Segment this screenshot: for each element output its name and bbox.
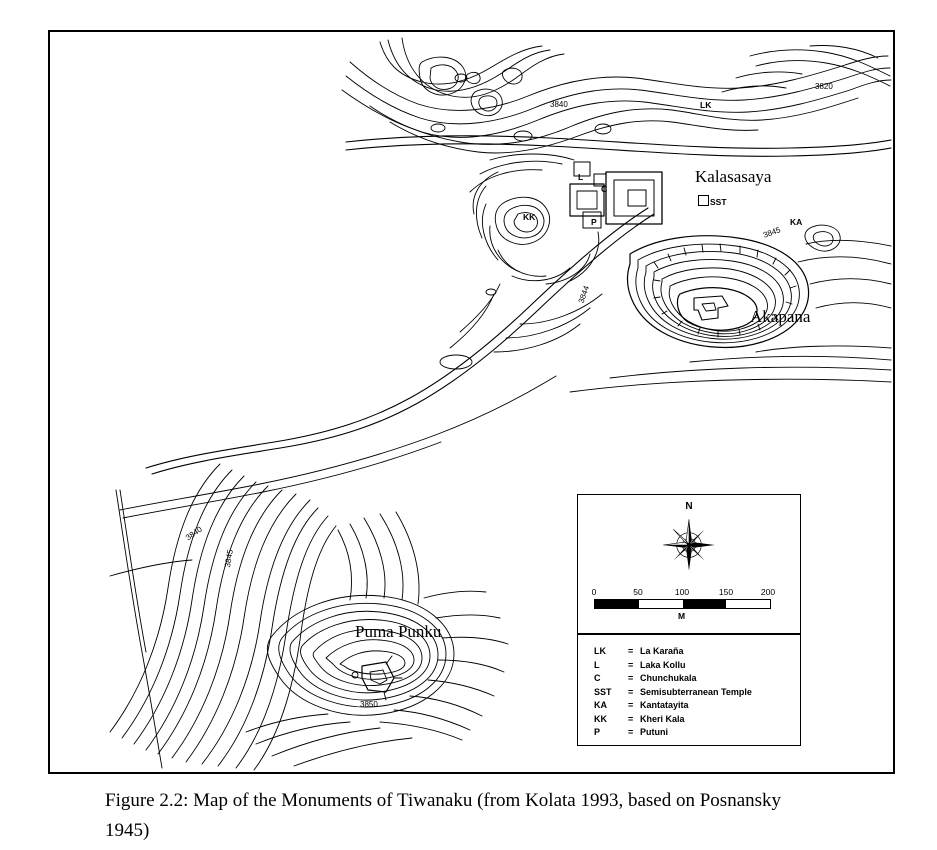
contour-label-3844: 3844: [576, 284, 592, 305]
contour-label-3840-southwest: 3840: [184, 524, 204, 543]
legend-entry-list: [594, 645, 794, 740]
legend-abbr: KK: [594, 713, 607, 724]
map-legend: [577, 494, 801, 746]
scale-tick-50: 50: [633, 587, 643, 597]
figure-caption: Figure 2.2: Map of the Monuments of Tiwanaku (from Kolata 1993, based on Posnansky 1945): [105, 790, 782, 841]
scale-tick-150: 150: [718, 587, 734, 597]
legend-item: [594, 672, 794, 686]
scale-tick-100: 100: [674, 587, 690, 597]
scale-tick-labels: [591, 587, 784, 599]
map-label-kalasasaya: Kalasasaya: [695, 167, 772, 186]
legend-abbr: KA: [594, 700, 607, 710]
map-code-lk: LK: [700, 100, 712, 110]
legend-name: Chunchukala: [640, 673, 697, 683]
contour-label-3850: 3850: [360, 700, 378, 709]
legend-item: [594, 726, 794, 740]
legend-abbr: C: [594, 673, 601, 683]
map-code-ka: KA: [790, 217, 803, 227]
legend-item: [594, 686, 794, 700]
legend-divider: [578, 633, 800, 635]
legend-item: [594, 645, 794, 659]
scale-bar-group: [591, 587, 784, 621]
legend-abbr: SST: [594, 686, 612, 697]
legend-equals: =: [628, 673, 634, 683]
legend-equals: =: [628, 700, 634, 710]
legend-item: [594, 659, 794, 673]
map-code-p: P: [591, 217, 597, 227]
legend-abbr: L: [594, 659, 600, 670]
legend-item: [594, 699, 794, 713]
north-label: N: [685, 501, 693, 512]
legend-name: Semisubterranean Temple: [640, 686, 752, 697]
legend-equals: =: [628, 713, 634, 724]
scale-bar: [594, 599, 771, 609]
legend-equals: =: [628, 686, 634, 697]
scale-unit-label: M: [677, 611, 686, 621]
legend-item: [594, 713, 794, 727]
compass-rose-icon: [661, 517, 717, 573]
contour-label-3845-southwest: 3845: [222, 548, 235, 569]
map-code-c: C: [601, 184, 608, 194]
legend-abbr: P: [594, 727, 601, 737]
map-code-l: L: [578, 172, 584, 182]
legend-name: Putuni: [640, 727, 668, 737]
scale-tick-0: 0: [591, 587, 597, 597]
map-marker-sst: [698, 195, 709, 206]
legend-name: Kheri Kala: [640, 713, 685, 724]
contour-label-3820: 3820: [815, 82, 833, 91]
contour-label-3845-east: 3845: [761, 225, 782, 240]
contour-label-3840: 3840: [550, 100, 568, 109]
legend-name: La Karaña: [640, 646, 684, 656]
legend-equals: =: [628, 727, 634, 737]
legend-equals: =: [628, 646, 634, 656]
legend-abbr: LK: [594, 646, 606, 656]
legend-name: Laka Kollu: [640, 659, 686, 670]
map-label-puma-punku: Puma Punku: [355, 622, 442, 641]
legend-name: Kantatayita: [640, 700, 689, 710]
map-code-sst: SST: [710, 197, 727, 207]
map-label-akapana: Akapana: [750, 307, 811, 326]
legend-equals: =: [628, 659, 634, 670]
map-figure-frame: [48, 30, 895, 774]
map-code-kk: KK: [523, 212, 536, 222]
scale-tick-200: 200: [760, 587, 776, 597]
